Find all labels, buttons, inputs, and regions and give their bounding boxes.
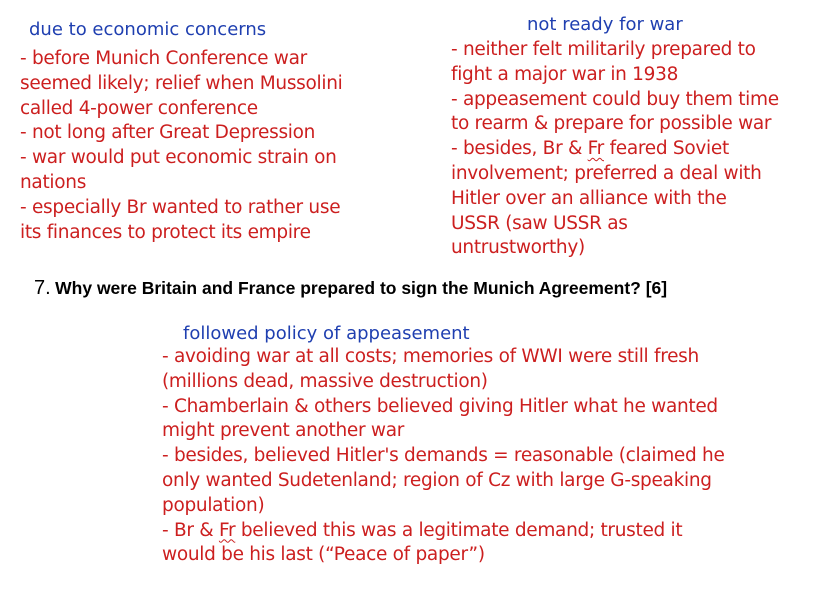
- not-ready-for-war-notes: [451, 38, 819, 261]
- question: [34, 277, 667, 300]
- note-line: untrustworthy): [451, 237, 585, 259]
- spellcheck-underline: Fr: [587, 138, 604, 160]
- note-line: - war would put economic strain on: [20, 147, 337, 169]
- note-line: (millions dead, massive destruction): [162, 370, 488, 392]
- note-line: - besides, believed Hitler's demands = reasonable (claimed he: [162, 445, 725, 467]
- note-line: - Br & Fr believed this was a legitimate demand; trusted it: [162, 519, 683, 541]
- note-line: population): [162, 494, 265, 516]
- question-text: Why were Britain and France prepared to sign the Munich Agreement? [6]: [55, 278, 668, 298]
- note-line: - before Munich Conference war: [20, 48, 307, 69]
- note-line: - not long after Great Depression: [20, 122, 316, 144]
- economic-concerns-heading: due to economic concerns: [29, 19, 267, 40]
- note-line: - especially Br wanted to rather use: [20, 196, 341, 218]
- appeasement-heading: followed policy of appeasement: [183, 323, 470, 344]
- economic-concerns-notes: [20, 47, 415, 245]
- note-line: - appeasement could buy them time: [451, 88, 779, 110]
- note-line: to rearm & prepare for possible war: [451, 113, 772, 135]
- note-line: might prevent another war: [162, 420, 405, 442]
- spellcheck-underline: Fr: [218, 519, 236, 541]
- note-line: seemed likely; relief when Mussolini: [20, 72, 343, 94]
- note-line: would be his last (“Peace of paper”): [162, 544, 485, 566]
- note-line: called 4-power conference: [20, 97, 258, 119]
- question-number: 7.: [34, 277, 51, 299]
- note-line: - besides, Br & Fr feared Soviet: [451, 138, 729, 160]
- note-line: Hitler over an alliance with the: [451, 187, 727, 209]
- note-line: involvement; preferred a deal with: [451, 162, 762, 184]
- note-line: its finances to protect its empire: [20, 221, 311, 243]
- not-ready-for-war-heading: not ready for war: [527, 14, 683, 35]
- appeasement-notes: [162, 345, 817, 568]
- note-line: - Chamberlain & others believed giving Hitler what he wanted: [162, 395, 718, 417]
- note-line: USSR (saw USSR as: [451, 212, 628, 234]
- note-line: - avoiding war at all costs; memories of WWI were still fresh: [162, 346, 699, 367]
- note-line: fight a major war in 1938: [451, 63, 679, 85]
- note-line: - neither felt militarily prepared to: [451, 39, 756, 60]
- note-line: nations: [20, 171, 87, 193]
- note-line: only wanted Sudetenland; region of Cz with large G-speaking: [162, 469, 712, 491]
